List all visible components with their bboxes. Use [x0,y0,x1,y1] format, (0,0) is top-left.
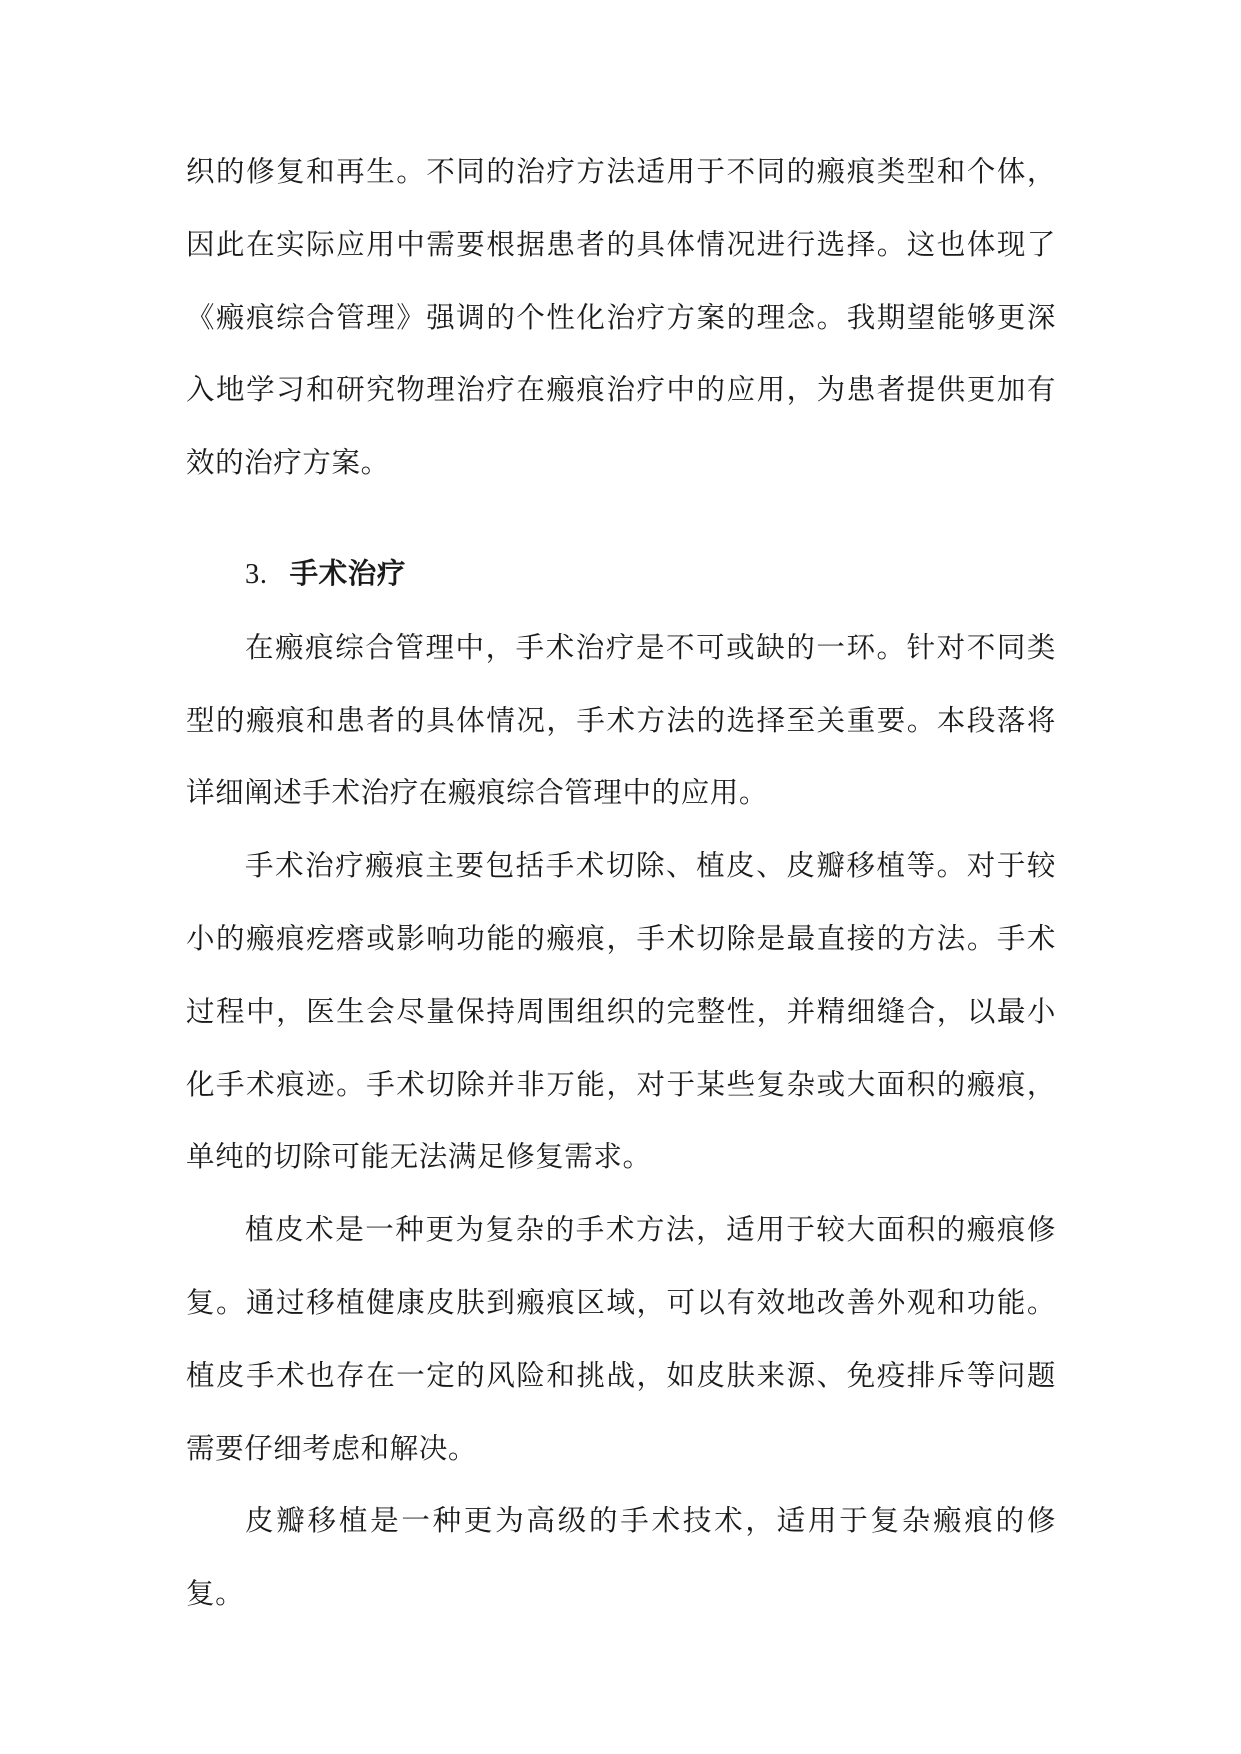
paragraph-skin-graft: 植皮术是一种更为复杂的手术方法，适用于较大面积的瘢痕修复。通过移植健康皮肤到瘢痕区域，可以有效地改善外观和功能。植皮手术也存在一定的风险和挑战，如皮肤来源、免疫排斥等问题需要仔细考虑和解决。 [186,1213,1056,1465]
section-heading [186,538,1056,612]
section-title: 手术治疗 [289,556,406,590]
document-body [186,136,1056,1631]
paragraph-flap: 皮瓣移植是一种更为高级的手术技术，适用于复杂瘢痕的修复。 [186,1504,1056,1611]
paragraph-excision: 手术治疗瘢痕主要包括手术切除、植皮、皮瓣移植等。对于较小的瘢痕疙瘩或影响功能的瘢痕，手术切除是最直接的方法。手术过程中，医生会尽量保持周围组织的完整性，并精细缝合，以最小化手术痕迹。手术切除并非万能，对于某些复杂或大面积的瘢痕，单纯的切除可能无法满足修复需求。 [186,849,1056,1174]
continued-paragraph: 织的修复和再生。不同的治疗方法适用于不同的瘢痕类型和个体，因此在实际应用中需要根据患者的具体情况进行选择。这也体现了《瘢痕综合管理》强调的个性化治疗方案的理念。我期望能够更深入地学习和研究物理治疗在瘢痕治疗中的应用，为患者提供更加有效的治疗方案。 [186,155,1056,480]
section-number: 3. [245,558,268,590]
paragraph-intro: 在瘢痕综合管理中，手术治疗是不可或缺的一环。针对不同类型的瘢痕和患者的具体情况，手术方法的选择至关重要。本段落将详细阐述手术治疗在瘢痕综合管理中的应用。 [186,630,1056,810]
